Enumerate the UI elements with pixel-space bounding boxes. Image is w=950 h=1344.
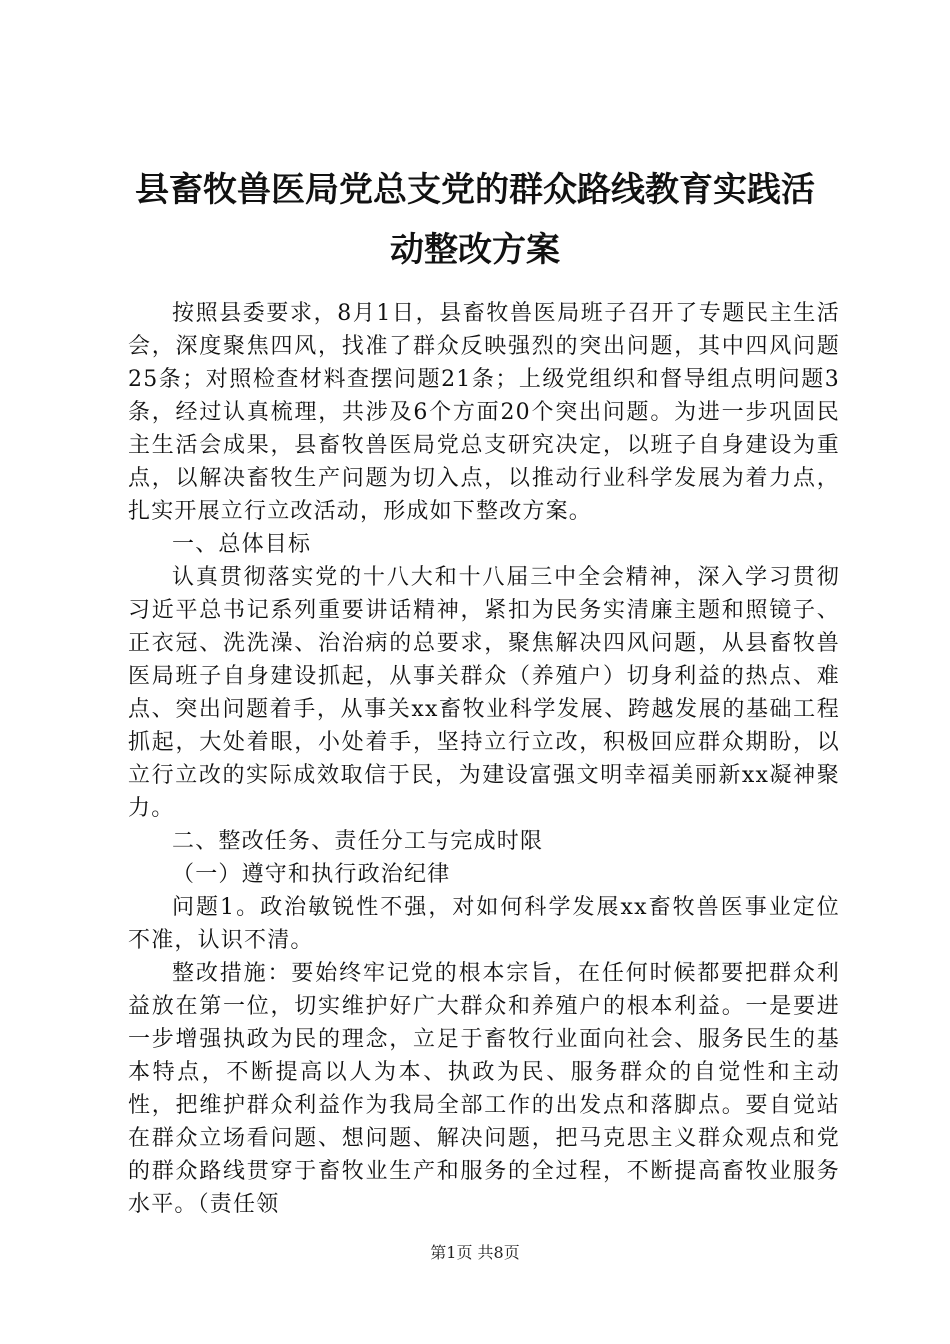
- page-number-footer: 第1页 共8页: [430, 1243, 520, 1262]
- section-heading-overall-goal: 一、总体目标: [172, 532, 312, 557]
- document-title: [100, 160, 850, 280]
- overall-goal-paragraph: 认真贯彻落实党的十八大和十八届三中全会精神，深入学习贯彻习近平总书记系列重要讲话精神，紧扣为民务实清廉主题和照镜子、正衣冠、洗洗澡、治治病的总要求，聚焦解决四风问题，从县畜牧兽医局班子自身建设抓起，从事关群众（养殖户）切身利益的热点、难点、突出问题着手，从事关xx畜牧业科学发展、跨越发展的基础工程抓起，大处着眼，小处着手，坚持立行立改，积极回应群众期盼，以立行立改的实际成效取信于民，为建设富强文明幸福美丽新xx凝神聚力。: [128, 565, 840, 821]
- subsection-heading-political-discipline: （一）遵守和执行政治纪律: [172, 862, 451, 887]
- problem-paragraph: 问题1。政治敏锐性不强，对如何科学发展xx畜牧兽医事业定位不准，认识不清。: [128, 895, 840, 953]
- intro-paragraph: 按照县委要求，8月1日，县畜牧兽医局班子召开了专题民主生活会，深度聚焦四风，找准了群众反映强烈的突出问题，其中四风问题25条；对照检查材料查摆问题21条；上级党组织和督导组点明问题3条，经过认真梳理，共涉及6个方面20个突出问题。为进一步巩固民主生活会成果，县畜牧兽医局党总支研究决定，以班子自身建设为重点，以解决畜牧生产问题为切入点，以推动行业科学发展为着力点，扎实开展立行立改活动，形成如下整改方案。: [128, 301, 840, 524]
- measures-paragraph: 整改措施：要始终牢记党的根本宗旨，在任何时候都要把群众利益放在第一位，切实维护好广大群众和养殖户的根本利益。一是要进一步增强执政为民的理念，立足于畜牧行业面向社会、服务民生的基本特点，不断提高以人为本、执政为民、服务群众的自觉性和主动性，把维护群众利益作为我局全部工作的出发点和落脚点。要自觉站在群众立场看问题、想问题、解决问题，把马克思主义群众观点和党的群众路线贯穿于畜牧业生产和服务的全过程，不断提高畜牧业服务水平。（责任领: [128, 961, 840, 1217]
- title-line: 动整改方案: [390, 230, 560, 270]
- title-line: 县畜牧兽医局党总支党的群众路线教育实践活: [135, 170, 815, 210]
- section-heading-tasks: 二、整改任务、责任分工与完成时限: [172, 829, 544, 854]
- document-body: [128, 297, 840, 1221]
